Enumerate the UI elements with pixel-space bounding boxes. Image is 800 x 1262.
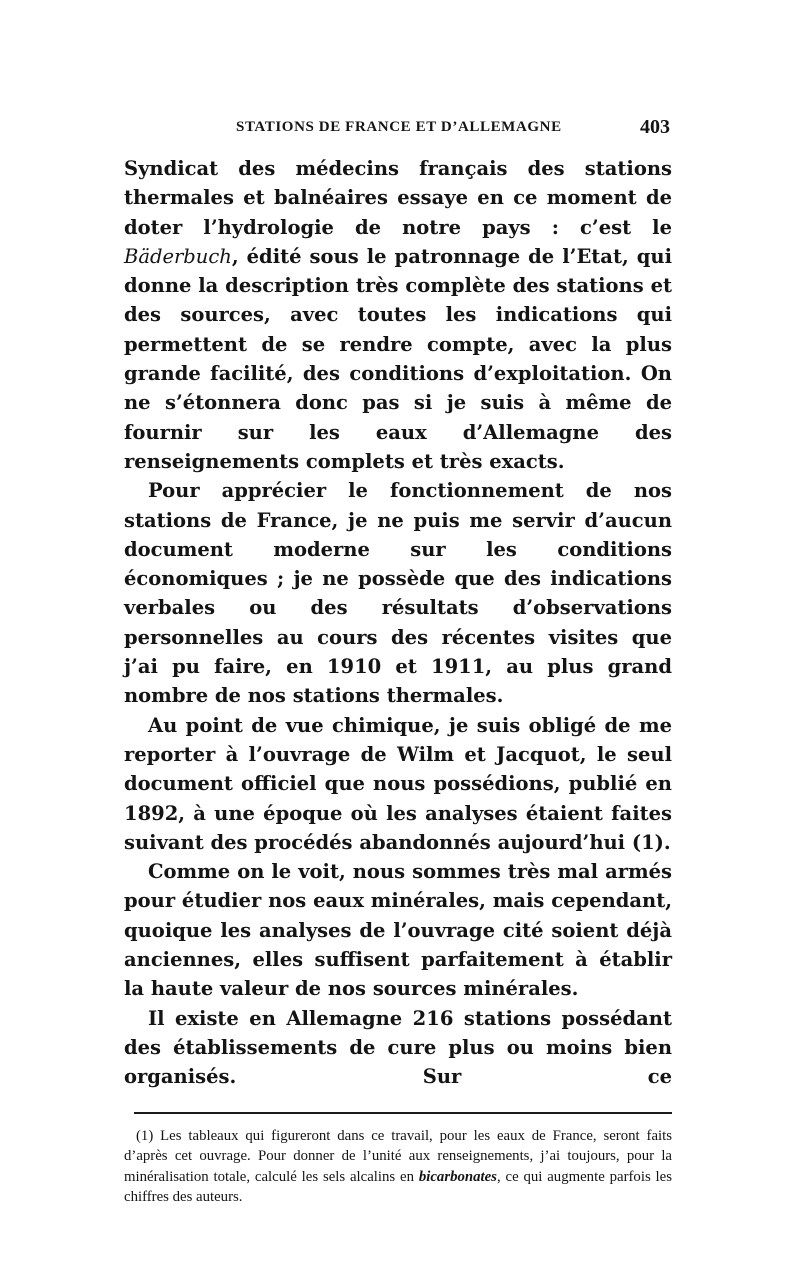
footnote-divider — [134, 1112, 672, 1114]
footnote — [124, 1126, 672, 1208]
paragraph-2: Pour apprécier le fonctionnement de nos stations de France, je ne puis me servir d’aucun document moderne sur les conditions économiques ; je ne possède que des indications verbales ou des résultats d’observations personnelles au cours des récentes visites que j’ai pu faire, en 1910 et 1911, au plus grand nombre de nos stations thermales. — [124, 479, 672, 708]
paragraph-4: Comme on le voit, nous sommes très mal armés pour étudier nos eaux minérales, mais cependant, quoique les analyses de l’ouvrage cité soient déjà anciennes, elles suffisent parfaitement à établir la haute valeur de nos sources minérales. — [124, 860, 672, 1001]
page-number: 403 — [640, 116, 670, 138]
paragraph-1-start: Syndicat des médecins français des stations thermales et balnéaires essaye en ce moment de doter l’hydrologie de notre pays : c’est le — [124, 157, 672, 239]
running-head — [124, 116, 672, 146]
paragraph-1-end: , édité sous le patronnage de l’Etat, qui donne la description très complète des stations et des sources, avec toutes les indications qui permettent de se rendre compte, avec la plus grande facilité, des conditions d’exploitation. On ne s’étonnera donc pas si je suis à même de fournir sur les eaux d’Allemagne des renseignements complets et très exacts. — [124, 244, 672, 473]
footnote-1-start: (1) Les tableaux qui figureront dans ce travail, pour les eaux de France, seront faits d’après cet ouvrage. Pour donner de l’unité aux renseignements, j’ai toujours, pour la minéralisation totale, calculé les sels alcalins en — [124, 1127, 672, 1185]
book-page — [124, 116, 672, 1208]
paragraph-1 — [124, 154, 672, 476]
running-head-title: STATIONS DE FRANCE ET D’ALLEMAGNE — [236, 119, 562, 135]
footnote-1 — [124, 1126, 672, 1208]
paragraph-5: Il existe en Allemagne 216 stations possédant des établissements de cure plus ou moins bien organisés. Sur ce — [124, 1006, 672, 1089]
paragraph-3: Au point de vue chimique, je suis obligé de me reporter à l’ouvrage de Wilm et Jacquot, le seul document officiel que nous possédions, publié en 1892, à une époque où les analyses étaient faites suivant des procédés abandonnés aujourd’hui (1). — [124, 713, 672, 854]
book-title-baderbuch: Bäderbuch — [124, 244, 232, 268]
footnote-1-end: , ce qui augmente parfois les chiffres des auteurs. — [124, 1168, 672, 1205]
footnote-emphasis: bicarbonates — [418, 1168, 497, 1185]
body-text — [124, 154, 672, 1092]
